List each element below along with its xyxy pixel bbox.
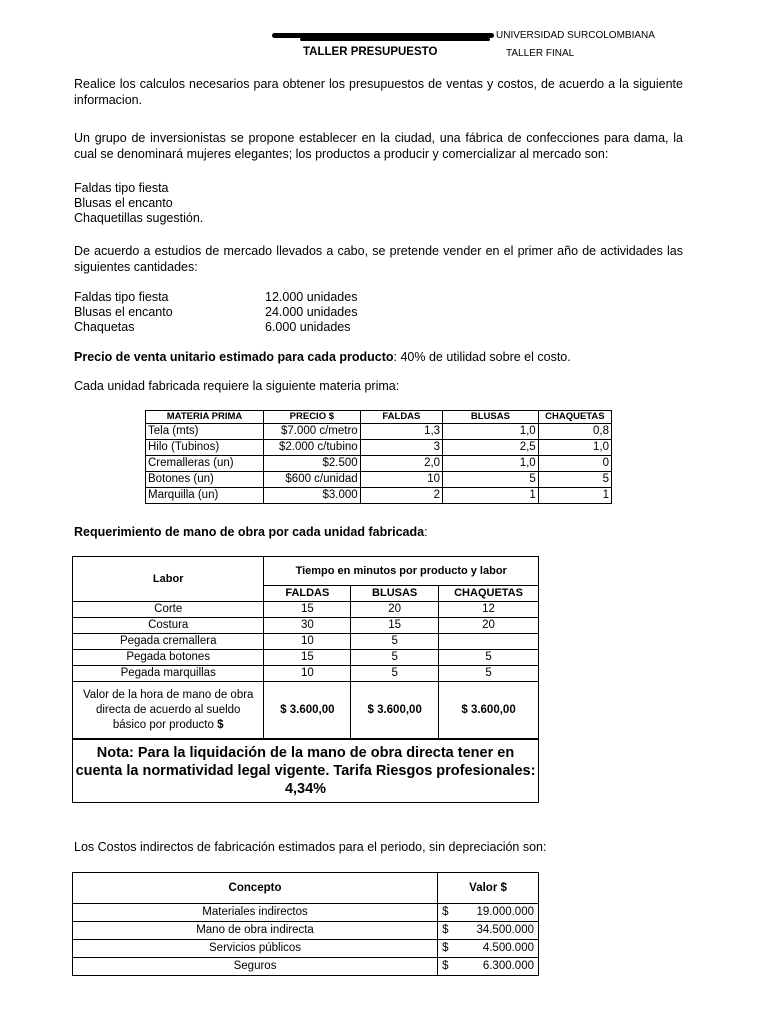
labor-section-title (74, 525, 428, 540)
cell: Servicios públicos (73, 940, 438, 958)
cell: 2,5 (443, 440, 539, 456)
price-statement-bold: Precio de venta unitario estimado para cada producto (74, 350, 394, 364)
cell: 1,0 (443, 456, 539, 472)
cell: 1,0 (443, 424, 539, 440)
cell: 5 (351, 666, 439, 682)
cell: 4.500.000 (460, 940, 539, 958)
cell: 1,3 (360, 424, 442, 440)
col-header: BLUSAS (443, 411, 539, 424)
qty-name-1: Faldas tipo fiesta (74, 290, 169, 304)
cif-intro: Los Costos indirectos de fabricación estimados para el periodo, sin depreciación son: (74, 840, 547, 854)
qty-name-3: Chaquetas (74, 320, 135, 334)
labor-section-title-bold: Requerimiento de mano de obra por cada unidad fabricada (74, 525, 425, 539)
labor-section-colon: : (424, 525, 428, 539)
valor-hora-row (73, 682, 539, 740)
tiempo-header: Tiempo en minutos por producto y labor (264, 557, 539, 586)
currency-symbol: $ (438, 958, 460, 976)
cell: $2.500 (264, 456, 361, 472)
col-header: CHAQUETAS (439, 586, 539, 602)
cell: 19.000.000 (460, 904, 539, 922)
table-row (73, 618, 539, 634)
table-header-row (146, 411, 612, 424)
cell: Cremalleras (un) (146, 456, 264, 472)
cell: $3.000 (264, 488, 361, 504)
table-row (73, 922, 539, 940)
cell: 0,8 (538, 424, 611, 440)
valor-hora-chaquetas: $ 3.600,00 (439, 682, 539, 740)
cell: 2,0 (360, 456, 442, 472)
cell: 5 (351, 634, 439, 650)
cell: 20 (439, 618, 539, 634)
cell: 1 (538, 488, 611, 504)
product-2: Blusas el encanto (74, 196, 173, 210)
cell: 2 (360, 488, 442, 504)
cell: 5 (439, 650, 539, 666)
cell: 15 (264, 650, 351, 666)
cell: Botones (un) (146, 472, 264, 488)
currency-symbol: $ (438, 904, 460, 922)
materia-prima-intro: Cada unidad fabricada requiere la siguiente materia prima: (74, 379, 400, 393)
cell: Pegada cremallera (73, 634, 264, 650)
cell: 10 (264, 634, 351, 650)
col-header: PRECIO $ (264, 411, 361, 424)
cell: 12 (439, 602, 539, 618)
cell: 1,0 (538, 440, 611, 456)
table-row (73, 602, 539, 618)
table-row (73, 940, 539, 958)
table-row (73, 650, 539, 666)
qty-value-1: 12.000 unidades (265, 290, 358, 304)
cell: $7.000 c/metro (264, 424, 361, 440)
cell: Pegada marquillas (73, 666, 264, 682)
product-1: Faldas tipo fiesta (74, 181, 169, 195)
valor-hora-text: Valor de la hora de mano de obra directa de acuerdo al sueldo básico por producto (82, 688, 254, 731)
cell: Hilo (Tubinos) (146, 440, 264, 456)
qty-value-3: 6.000 unidades (265, 320, 351, 334)
cell: 15 (351, 618, 439, 634)
cell: 10 (264, 666, 351, 682)
nota-text: Nota: Para la liquidación de la mano de obra directa tener en cuenta la normatividad legal vigente. Tarifa Riesgos profesionales: 4,34% (73, 739, 539, 803)
table-row (73, 904, 539, 922)
redacted-mark-2 (300, 38, 490, 41)
col-header: BLUSAS (351, 586, 439, 602)
valor-hora-suffix: $ (217, 718, 224, 731)
cell: Costura (73, 618, 264, 634)
page-subtitle: TALLER FINAL (506, 48, 575, 59)
university-name: UNIVERSIDAD SURCOLOMBIANA (496, 30, 655, 41)
cell: 6.300.000 (460, 958, 539, 976)
cell: 0 (538, 456, 611, 472)
page-title: TALLER PRESUPUESTO (303, 46, 438, 58)
cell: 34.500.000 (460, 922, 539, 940)
table-row (146, 424, 612, 440)
cell: 1 (443, 488, 539, 504)
cell: Pegada botones (73, 650, 264, 666)
table-header-row (73, 873, 539, 904)
table-row (73, 958, 539, 976)
cell: $600 c/unidad (264, 472, 361, 488)
cell: 10 (360, 472, 442, 488)
table-row (146, 472, 612, 488)
cell: 30 (264, 618, 351, 634)
cell: $2.000 c/tubino (264, 440, 361, 456)
labor-header: Labor (73, 557, 264, 602)
intro-paragraph-1: Realice los calculos necesarios para obtener los presupuestos de ventas y costos, de acuerdo a la siguiente informacion. (74, 77, 683, 107)
col-header: FALDAS (360, 411, 442, 424)
materia-prima-table (145, 410, 612, 504)
cell: 5 (538, 472, 611, 488)
col-header: Valor $ (438, 873, 539, 904)
cell: Seguros (73, 958, 438, 976)
labor-table (72, 556, 539, 803)
col-header: CHAQUETAS (538, 411, 611, 424)
price-statement-rest: : 40% de utilidad sobre el costo. (393, 350, 571, 364)
cell: 5 (439, 666, 539, 682)
cell: Marquilla (un) (146, 488, 264, 504)
valor-hora-faldas: $ 3.600,00 (264, 682, 351, 740)
qty-value-2: 24.000 unidades (265, 305, 358, 319)
price-statement (74, 350, 571, 365)
intro-paragraph-2: Un grupo de inversionistas se propone establecer en la ciudad, una fábrica de confecciones para dama, la cual se denominará mujeres elegantes; los productos a producir y comercializar al mercado son: (74, 131, 683, 161)
cell: Tela (mts) (146, 424, 264, 440)
product-3: Chaquetillas sugestión. (74, 211, 204, 225)
table-row (73, 634, 539, 650)
table-row (73, 666, 539, 682)
col-header: FALDAS (264, 586, 351, 602)
table-header-row (73, 557, 539, 586)
table-row (146, 456, 612, 472)
currency-symbol: $ (438, 922, 460, 940)
cell (439, 634, 539, 650)
currency-symbol: $ (438, 940, 460, 958)
cell: 3 (360, 440, 442, 456)
cell: Mano de obra indirecta (73, 922, 438, 940)
cell: 5 (351, 650, 439, 666)
qty-name-2: Blusas el encanto (74, 305, 173, 319)
cell: Materiales indirectos (73, 904, 438, 922)
col-header: Concepto (73, 873, 438, 904)
col-header: MATERIA PRIMA (146, 411, 264, 424)
cif-table (72, 872, 539, 976)
table-row (146, 488, 612, 504)
cell: 20 (351, 602, 439, 618)
nota-row (73, 739, 539, 803)
table-row (146, 440, 612, 456)
cell: 15 (264, 602, 351, 618)
cell: Corte (73, 602, 264, 618)
intro-paragraph-3: De acuerdo a estudios de mercado llevados a cabo, se pretende vender en el primer año de actividades las siguientes cantidades: (74, 244, 683, 274)
valor-hora-label (73, 682, 264, 740)
cell: 5 (443, 472, 539, 488)
valor-hora-blusas: $ 3.600,00 (351, 682, 439, 740)
